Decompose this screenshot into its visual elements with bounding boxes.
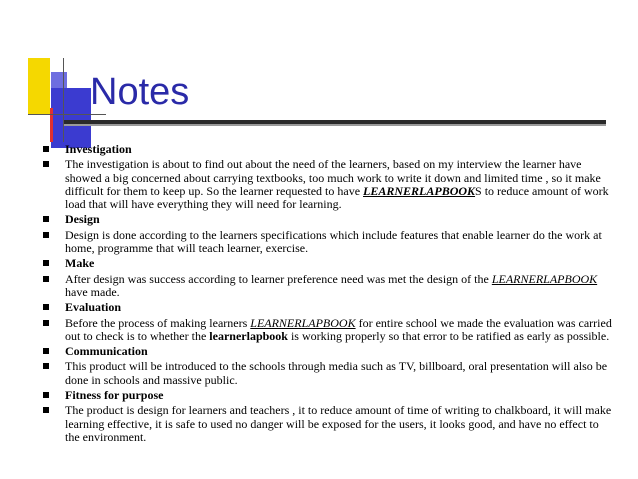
page-title: Notes [90,71,190,113]
list-item-make-heading: Make [40,257,615,270]
list-item-fitness-text: The product is design for learners and teachers , it to reduce amount of time of writing to chalkboard, it will make learning effective, it is safe to used no danger will be exposed for the users, it looks good, and have no effect to the environment. [40,404,615,444]
list-item-design-text: Design is done according to the learners specifications which include features that enable learner do the work at home, programme that will teach learner, exercise. [40,229,615,256]
decor-yellow-block [28,58,50,114]
notes-list [40,143,615,444]
evaluation-bold-word: learnerlapbook [209,328,288,343]
list-item-evaluation-heading: Evaluation [40,301,615,314]
evaluation-text-2: for entire school we made the evaluation was carried out to check is to whether the [65,315,612,343]
list-item-investigation-heading: Investigation [40,143,615,156]
make-product-name: LEARNERLAPBOOK [491,271,598,286]
list-item-design-heading: Design [40,213,615,226]
list-item-investigation-text [40,158,615,211]
notes-content [40,143,615,446]
title-underline-gray [64,124,606,126]
list-item-fitness-heading: Fitness for purpose [40,389,615,402]
decor-horizontal-line [28,114,106,115]
decor-blue-block [51,88,91,148]
evaluation-product-name: LEARNERLAPBOOK [250,315,356,330]
list-item-communication-text: This product will be introduced to the schools through media such as TV, billboard, oral presentation will also be done in schools and massive public. [40,360,615,387]
make-text-1: After design was success according to learner preference need was met the design of the [65,271,492,286]
list-item-make-text [40,273,615,300]
list-item-communication-heading: Communication [40,345,615,358]
decor-vertical-line [63,58,64,142]
investigation-text-1: The investigation is about to find out about the need of the learners, based on my interview the learner have showed a big concerned about carrying textbooks, too much work to write it down and limited time , so it make difficult for them to keep up. So the learner requested to have [65,157,601,198]
make-text-2: have made. [65,284,120,299]
decor-light-blue-block [51,72,67,88]
list-item-evaluation-text [40,317,615,344]
evaluation-text-3: is working properly so that error to be ratified as early as possible. [287,328,610,343]
evaluation-text-1: Before the process of making learners [65,315,251,330]
investigation-text-2: S to reduce amount of work load that will have everything they will need for learning. [65,183,609,212]
investigation-product-name: LEARNERLAPBOOK [363,183,476,198]
